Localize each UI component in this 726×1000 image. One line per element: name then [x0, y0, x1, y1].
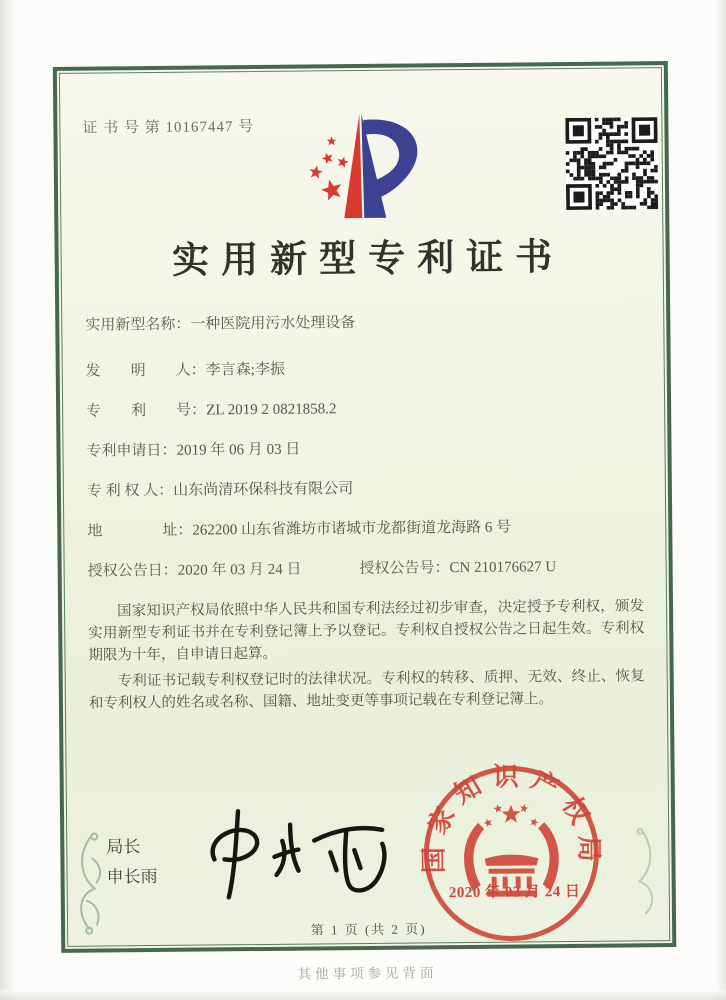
back-side-note: 其他事项参见背面	[297, 965, 438, 982]
legal-paragraph-2: 专利证书记载专利权登记时的法律状况。专利权的转移、质押、无效、终止、恢复和专利权人的姓名或名称、国籍、地址变更等事项记载在专利登记簿上。	[88, 668, 645, 712]
field-patent-number	[86, 395, 641, 423]
field-value: 一种医院用污水处理设备	[190, 315, 356, 333]
seal-date: 2020 年 03 月 24 日	[448, 883, 581, 902]
qr-code	[565, 117, 658, 210]
field-grant-row	[88, 555, 643, 583]
legal-paragraph-1: 国家知识产权局依照中华人民共和国专利法经过初步审查，决定授予专利权，颁发实用新型专利证书并在专利登记簿上予以登记。专利权自授权公告之日起生效。专利权期限为十年，自申请日起算。	[88, 598, 645, 664]
field-value: 山东尚清环保科技有限公司	[173, 481, 354, 499]
field-label: 专 利 权 人：	[86, 482, 174, 500]
svg-text:国家知识产权局: 国家知识产权局	[419, 762, 604, 874]
field-application-date	[86, 435, 641, 463]
field-value: 2019 年 06 月 03 日	[176, 441, 301, 459]
certificate-frame	[53, 61, 676, 953]
page-number: 第 1 页 (共 2 页)	[310, 921, 427, 938]
grant-number-label: 授权公告号：	[359, 560, 450, 578]
certificate-number: 证 书 号 第 10167447 号	[82, 119, 255, 137]
signature-icon	[196, 798, 392, 905]
certificate-title: 实用新型专利证书	[172, 237, 565, 282]
grant-date-label: 授权公告日：	[87, 562, 178, 580]
field-address	[87, 515, 642, 543]
field-patentee	[87, 475, 642, 503]
field-inventors	[86, 355, 641, 383]
field-label: 专利申请日：	[86, 442, 177, 460]
signer-name: 申长雨	[106, 866, 158, 887]
field-value: 李言森;李振	[205, 361, 286, 379]
field-label: 发 明 人：	[85, 362, 206, 380]
field-label: 专 利 号：	[86, 402, 207, 420]
field-value: 262200 山东省潍坊市诸城市龙都街道龙海路 6 号	[192, 519, 512, 539]
cnipa-logo-icon	[297, 109, 443, 222]
field-label: 实用新型名称：	[85, 316, 191, 334]
signer-title: 局长	[106, 837, 141, 857]
field-label: 地 址：	[87, 522, 193, 540]
field-invention-name	[85, 309, 640, 337]
grant-date-value: 2020 年 03 月 24 日	[177, 561, 302, 579]
floral-ornament-icon	[625, 825, 664, 917]
grant-number-value: CN 210176627 U	[449, 559, 557, 577]
legal-text	[88, 595, 645, 718]
field-value: ZL 2019 2 0821858.2	[206, 401, 337, 419]
field-list	[85, 309, 643, 583]
